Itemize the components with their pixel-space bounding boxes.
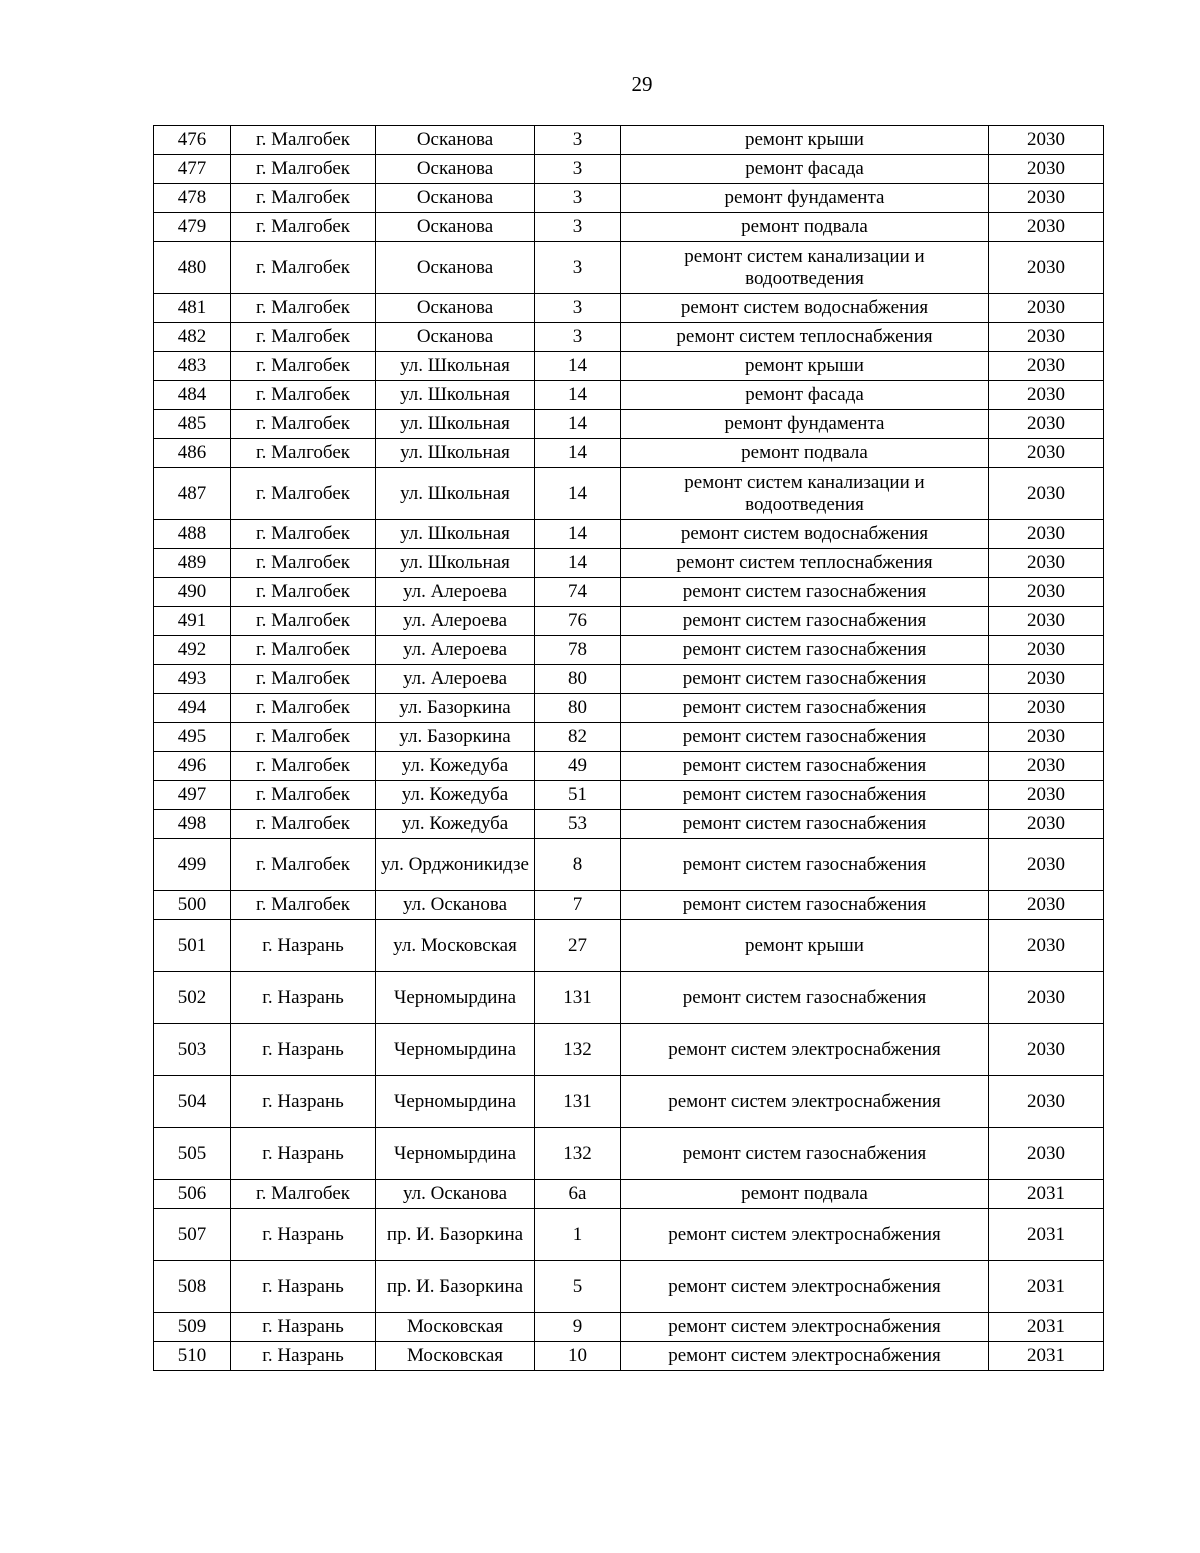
street-cell: Черномырдина <box>376 972 535 1024</box>
work-type-cell: ремонт систем канализации и водоотведения <box>621 242 989 294</box>
city-cell: г. Малгобек <box>231 665 376 694</box>
row-number-cell: 485 <box>154 410 231 439</box>
year-cell: 2030 <box>989 184 1104 213</box>
street-cell: ул. Кожедуба <box>376 752 535 781</box>
row-number-cell: 509 <box>154 1313 231 1342</box>
house-number-cell: 131 <box>535 972 621 1024</box>
street-cell: Осканова <box>376 126 535 155</box>
table-row <box>154 294 1104 323</box>
table-row <box>154 549 1104 578</box>
table-row <box>154 781 1104 810</box>
street-cell: ул. Школьная <box>376 520 535 549</box>
work-type-cell: ремонт подвала <box>621 439 989 468</box>
city-cell: г. Малгобек <box>231 468 376 520</box>
year-cell: 2030 <box>989 155 1104 184</box>
street-cell: ул. Московская <box>376 920 535 972</box>
work-type-cell: ремонт систем газоснабжения <box>621 810 989 839</box>
row-number-cell: 481 <box>154 294 231 323</box>
street-cell: ул. Кожедуба <box>376 781 535 810</box>
year-cell: 2030 <box>989 723 1104 752</box>
city-cell: г. Малгобек <box>231 213 376 242</box>
row-number-cell: 484 <box>154 381 231 410</box>
house-number-cell: 3 <box>535 213 621 242</box>
table-body <box>154 126 1104 1371</box>
row-number-cell: 492 <box>154 636 231 665</box>
table-row <box>154 607 1104 636</box>
table-row <box>154 1128 1104 1180</box>
street-cell: Черномырдина <box>376 1076 535 1128</box>
city-cell: г. Малгобек <box>231 520 376 549</box>
row-number-cell: 501 <box>154 920 231 972</box>
table-row <box>154 184 1104 213</box>
work-type-cell: ремонт крыши <box>621 352 989 381</box>
work-type-cell: ремонт фасада <box>621 381 989 410</box>
row-number-cell: 488 <box>154 520 231 549</box>
row-number-cell: 476 <box>154 126 231 155</box>
house-number-cell: 78 <box>535 636 621 665</box>
table-row <box>154 1313 1104 1342</box>
house-number-cell: 74 <box>535 578 621 607</box>
year-cell: 2031 <box>989 1313 1104 1342</box>
house-number-cell: 7 <box>535 891 621 920</box>
table-row <box>154 1076 1104 1128</box>
street-cell: ул. Школьная <box>376 439 535 468</box>
city-cell: г. Малгобек <box>231 636 376 665</box>
work-type-cell: ремонт систем газоснабжения <box>621 1128 989 1180</box>
row-number-cell: 500 <box>154 891 231 920</box>
row-number-cell: 490 <box>154 578 231 607</box>
street-cell: ул. Орджоникидзе <box>376 839 535 891</box>
year-cell: 2030 <box>989 891 1104 920</box>
work-type-cell: ремонт крыши <box>621 920 989 972</box>
street-cell: ул. Школьная <box>376 352 535 381</box>
row-number-cell: 507 <box>154 1209 231 1261</box>
row-number-cell: 504 <box>154 1076 231 1128</box>
year-cell: 2031 <box>989 1342 1104 1371</box>
house-number-cell: 131 <box>535 1076 621 1128</box>
work-type-cell: ремонт систем электроснабжения <box>621 1261 989 1313</box>
work-type-cell: ремонт систем электроснабжения <box>621 1076 989 1128</box>
city-cell: г. Назрань <box>231 1128 376 1180</box>
street-cell: Осканова <box>376 155 535 184</box>
work-type-cell: ремонт систем электроснабжения <box>621 1313 989 1342</box>
street-cell: ул. Школьная <box>376 468 535 520</box>
table-row <box>154 1024 1104 1076</box>
work-type-cell: ремонт систем теплоснабжения <box>621 549 989 578</box>
row-number-cell: 477 <box>154 155 231 184</box>
house-number-cell: 14 <box>535 439 621 468</box>
city-cell: г. Малгобек <box>231 184 376 213</box>
work-type-cell: ремонт подвала <box>621 1180 989 1209</box>
year-cell: 2030 <box>989 549 1104 578</box>
year-cell: 2030 <box>989 636 1104 665</box>
city-cell: г. Малгобек <box>231 578 376 607</box>
year-cell: 2031 <box>989 1180 1104 1209</box>
year-cell: 2030 <box>989 920 1104 972</box>
table-row <box>154 578 1104 607</box>
street-cell: Осканова <box>376 323 535 352</box>
row-number-cell: 480 <box>154 242 231 294</box>
street-cell: пр. И. Базоркина <box>376 1209 535 1261</box>
house-number-cell: 27 <box>535 920 621 972</box>
year-cell: 2030 <box>989 439 1104 468</box>
work-type-cell: ремонт фасада <box>621 155 989 184</box>
street-cell: ул. Кожедуба <box>376 810 535 839</box>
row-number-cell: 506 <box>154 1180 231 1209</box>
work-type-cell: ремонт систем газоснабжения <box>621 972 989 1024</box>
house-number-cell: 3 <box>535 155 621 184</box>
house-number-cell: 53 <box>535 810 621 839</box>
city-cell: г. Малгобек <box>231 381 376 410</box>
city-cell: г. Малгобек <box>231 323 376 352</box>
work-type-cell: ремонт подвала <box>621 213 989 242</box>
row-number-cell: 495 <box>154 723 231 752</box>
works-table <box>153 125 1104 1371</box>
work-type-cell: ремонт систем электроснабжения <box>621 1342 989 1371</box>
house-number-cell: 10 <box>535 1342 621 1371</box>
street-cell: ул. Осканова <box>376 1180 535 1209</box>
city-cell: г. Назрань <box>231 1209 376 1261</box>
row-number-cell: 479 <box>154 213 231 242</box>
house-number-cell: 1 <box>535 1209 621 1261</box>
city-cell: г. Малгобек <box>231 891 376 920</box>
house-number-cell: 14 <box>535 352 621 381</box>
street-cell: Московская <box>376 1342 535 1371</box>
work-type-cell: ремонт систем электроснабжения <box>621 1024 989 1076</box>
table-row <box>154 520 1104 549</box>
city-cell: г. Малгобек <box>231 839 376 891</box>
year-cell: 2030 <box>989 126 1104 155</box>
table-row <box>154 752 1104 781</box>
city-cell: г. Назрань <box>231 920 376 972</box>
year-cell: 2030 <box>989 381 1104 410</box>
street-cell: Черномырдина <box>376 1128 535 1180</box>
city-cell: г. Малгобек <box>231 1180 376 1209</box>
work-type-cell: ремонт систем газоснабжения <box>621 694 989 723</box>
house-number-cell: 9 <box>535 1313 621 1342</box>
house-number-cell: 3 <box>535 184 621 213</box>
table-row <box>154 1261 1104 1313</box>
street-cell: ул. Базоркина <box>376 694 535 723</box>
table-row <box>154 810 1104 839</box>
city-cell: г. Малгобек <box>231 549 376 578</box>
year-cell: 2031 <box>989 1209 1104 1261</box>
city-cell: г. Малгобек <box>231 126 376 155</box>
table-row <box>154 839 1104 891</box>
city-cell: г. Малгобек <box>231 352 376 381</box>
row-number-cell: 498 <box>154 810 231 839</box>
work-type-cell: ремонт крыши <box>621 126 989 155</box>
city-cell: г. Малгобек <box>231 242 376 294</box>
work-type-cell: ремонт систем газоснабжения <box>621 839 989 891</box>
table-row <box>154 242 1104 294</box>
city-cell: г. Назрань <box>231 1024 376 1076</box>
work-type-cell: ремонт систем газоснабжения <box>621 781 989 810</box>
row-number-cell: 505 <box>154 1128 231 1180</box>
city-cell: г. Назрань <box>231 1261 376 1313</box>
work-type-cell: ремонт систем газоснабжения <box>621 607 989 636</box>
year-cell: 2030 <box>989 323 1104 352</box>
year-cell: 2030 <box>989 972 1104 1024</box>
house-number-cell: 80 <box>535 665 621 694</box>
year-cell: 2030 <box>989 1128 1104 1180</box>
year-cell: 2030 <box>989 213 1104 242</box>
house-number-cell: 49 <box>535 752 621 781</box>
work-type-cell: ремонт систем водоснабжения <box>621 520 989 549</box>
table-row <box>154 972 1104 1024</box>
row-number-cell: 510 <box>154 1342 231 1371</box>
house-number-cell: 3 <box>535 126 621 155</box>
year-cell: 2030 <box>989 665 1104 694</box>
year-cell: 2030 <box>989 810 1104 839</box>
street-cell: ул. Школьная <box>376 549 535 578</box>
street-cell: ул. Школьная <box>376 381 535 410</box>
table-row <box>154 155 1104 184</box>
year-cell: 2030 <box>989 607 1104 636</box>
work-type-cell: ремонт фундамента <box>621 184 989 213</box>
work-type-cell: ремонт систем газоснабжения <box>621 578 989 607</box>
house-number-cell: 80 <box>535 694 621 723</box>
street-cell: Черномырдина <box>376 1024 535 1076</box>
year-cell: 2030 <box>989 294 1104 323</box>
house-number-cell: 14 <box>535 520 621 549</box>
row-number-cell: 493 <box>154 665 231 694</box>
year-cell: 2030 <box>989 468 1104 520</box>
year-cell: 2030 <box>989 839 1104 891</box>
row-number-cell: 483 <box>154 352 231 381</box>
street-cell: Осканова <box>376 294 535 323</box>
row-number-cell: 503 <box>154 1024 231 1076</box>
row-number-cell: 491 <box>154 607 231 636</box>
city-cell: г. Малгобек <box>231 439 376 468</box>
house-number-cell: 14 <box>535 410 621 439</box>
city-cell: г. Малгобек <box>231 810 376 839</box>
row-number-cell: 497 <box>154 781 231 810</box>
row-number-cell: 486 <box>154 439 231 468</box>
house-number-cell: 3 <box>535 323 621 352</box>
work-type-cell: ремонт систем канализации и водоотведения <box>621 468 989 520</box>
house-number-cell: 51 <box>535 781 621 810</box>
year-cell: 2030 <box>989 1024 1104 1076</box>
city-cell: г. Малгобек <box>231 410 376 439</box>
house-number-cell: 8 <box>535 839 621 891</box>
house-number-cell: 132 <box>535 1024 621 1076</box>
city-cell: г. Назрань <box>231 1313 376 1342</box>
city-cell: г. Малгобек <box>231 752 376 781</box>
work-type-cell: ремонт систем газоснабжения <box>621 636 989 665</box>
row-number-cell: 508 <box>154 1261 231 1313</box>
table-row <box>154 1342 1104 1371</box>
house-number-cell: 76 <box>535 607 621 636</box>
row-number-cell: 494 <box>154 694 231 723</box>
street-cell: ул. Алероева <box>376 665 535 694</box>
row-number-cell: 496 <box>154 752 231 781</box>
page-number: 29 <box>631 72 653 96</box>
street-cell: Осканова <box>376 184 535 213</box>
year-cell: 2030 <box>989 781 1104 810</box>
work-type-cell: ремонт систем газоснабжения <box>621 665 989 694</box>
street-cell: пр. И. Базоркина <box>376 1261 535 1313</box>
row-number-cell: 478 <box>154 184 231 213</box>
table-row <box>154 636 1104 665</box>
table-row <box>154 352 1104 381</box>
table-row <box>154 1209 1104 1261</box>
house-number-cell: 6а <box>535 1180 621 1209</box>
street-cell: ул. Алероева <box>376 636 535 665</box>
row-number-cell: 489 <box>154 549 231 578</box>
house-number-cell: 14 <box>535 468 621 520</box>
street-cell: ул. Школьная <box>376 410 535 439</box>
year-cell: 2030 <box>989 242 1104 294</box>
street-cell: Московская <box>376 1313 535 1342</box>
table-row <box>154 891 1104 920</box>
row-number-cell: 487 <box>154 468 231 520</box>
year-cell: 2031 <box>989 1261 1104 1313</box>
year-cell: 2030 <box>989 520 1104 549</box>
table-row <box>154 1180 1104 1209</box>
table-row <box>154 323 1104 352</box>
street-cell: ул. Осканова <box>376 891 535 920</box>
street-cell: Осканова <box>376 213 535 242</box>
city-cell: г. Малгобек <box>231 607 376 636</box>
house-number-cell: 14 <box>535 549 621 578</box>
city-cell: г. Назрань <box>231 1342 376 1371</box>
work-type-cell: ремонт фундамента <box>621 410 989 439</box>
work-type-cell: ремонт систем газоснабжения <box>621 891 989 920</box>
house-number-cell: 3 <box>535 242 621 294</box>
work-type-cell: ремонт систем водоснабжения <box>621 294 989 323</box>
house-number-cell: 14 <box>535 381 621 410</box>
house-number-cell: 5 <box>535 1261 621 1313</box>
table-row <box>154 920 1104 972</box>
table-row <box>154 468 1104 520</box>
year-cell: 2030 <box>989 410 1104 439</box>
row-number-cell: 499 <box>154 839 231 891</box>
street-cell: ул. Базоркина <box>376 723 535 752</box>
year-cell: 2030 <box>989 694 1104 723</box>
year-cell: 2030 <box>989 1076 1104 1128</box>
city-cell: г. Малгобек <box>231 155 376 184</box>
work-type-cell: ремонт систем газоснабжения <box>621 752 989 781</box>
house-number-cell: 132 <box>535 1128 621 1180</box>
street-cell: ул. Алероева <box>376 578 535 607</box>
street-cell: Осканова <box>376 242 535 294</box>
table-row <box>154 439 1104 468</box>
table-row <box>154 126 1104 155</box>
table-row <box>154 381 1104 410</box>
work-type-cell: ремонт систем электроснабжения <box>621 1209 989 1261</box>
work-type-cell: ремонт систем теплоснабжения <box>621 323 989 352</box>
row-number-cell: 482 <box>154 323 231 352</box>
work-type-cell: ремонт систем газоснабжения <box>621 723 989 752</box>
row-number-cell: 502 <box>154 972 231 1024</box>
street-cell: ул. Алероева <box>376 607 535 636</box>
city-cell: г. Малгобек <box>231 723 376 752</box>
year-cell: 2030 <box>989 752 1104 781</box>
city-cell: г. Малгобек <box>231 694 376 723</box>
table-row <box>154 410 1104 439</box>
house-number-cell: 82 <box>535 723 621 752</box>
city-cell: г. Назрань <box>231 972 376 1024</box>
house-number-cell: 3 <box>535 294 621 323</box>
year-cell: 2030 <box>989 578 1104 607</box>
city-cell: г. Малгобек <box>231 781 376 810</box>
year-cell: 2030 <box>989 352 1104 381</box>
table-row <box>154 213 1104 242</box>
table-row <box>154 723 1104 752</box>
city-cell: г. Назрань <box>231 1076 376 1128</box>
city-cell: г. Малгобек <box>231 294 376 323</box>
table-row <box>154 665 1104 694</box>
table-row <box>154 694 1104 723</box>
